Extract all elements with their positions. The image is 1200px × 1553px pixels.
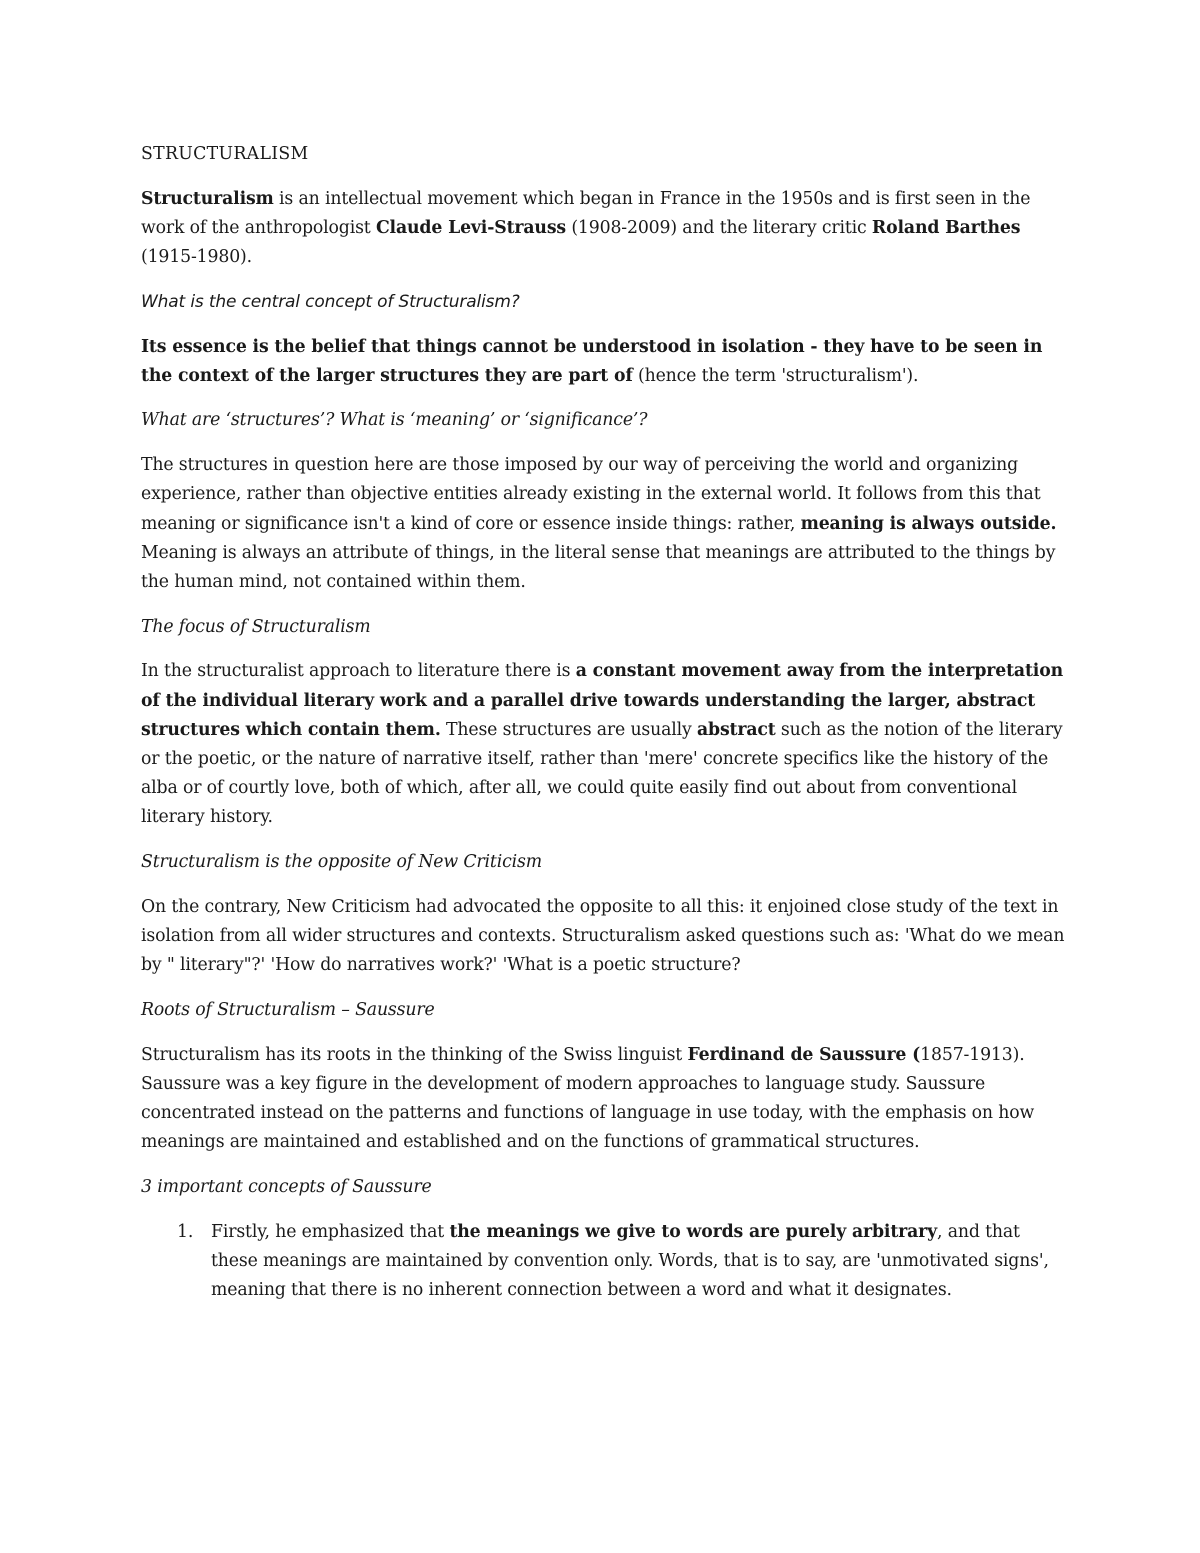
document-page (141, 140, 1066, 1305)
heading-new-criticism: Structuralism is the opposite of New Criticism (141, 852, 542, 873)
heading-focus: The focus of Structuralism (141, 616, 371, 637)
essence-paragraph: Its essence is the belief that things cannot be understood in isolation - they have to be seen in the context of the larger structures they are part of (hence the term 'structuralism'). (141, 336, 1043, 386)
name-levi-strauss: Claude Levi-Strauss (375, 217, 566, 238)
list-number: 1. (177, 1221, 194, 1242)
new-criticism-paragraph: On the contrary, New Criticism had advocated the opposite to all this: it enjoined close study of the text in isolation from all wider structures and contexts. Structuralism asked questions such as: 'What do we mean by " literary"?' 'How do narratives work?' 'What is a poetic structure? (141, 896, 1065, 976)
list-item: 1. Firstly, he emphasized that the meanings we give to words are purely arbitrary, and that these meanings are maintained by convention only. Words, that is to say, are 'unmotivated signs', meaning that there is no inherent connection between a word and what it designates. (141, 1218, 1066, 1306)
intro-paragraph: Structuralism is an intellectual movement which began in France in the 1950s and is first seen in the work of the anthropologist Claude Levi-Strauss (1908-2009) and the literary critic Roland Barthes (1915-1980). (141, 188, 1031, 268)
structures-paragraph: The structures in question here are those imposed by our way of perceiving the world and organizing experience, rather than objective entities already existing in the external world. It follows from this that meaning or significance isn't a kind of core or essence inside things: rather, meaning is always outside. Meaning is always an attribute of things, in the literal sense that meanings are attributed to the things by the human mind, not contained within them. (141, 455, 1057, 592)
heading-central-concept: What is the central concept of Structuralism? (141, 291, 520, 312)
saussure-paragraph: Structuralism has its roots in the thinking of the Swiss linguist Ferdinand de Saussure (1857-1913). Saussure was a key figure in the development of modern approaches to language study. Saussure concentrated instead on the patterns and functions of language in use today, with the emphasis on how meanings are maintained and established and on the functions of grammatical structures. (141, 1044, 1035, 1153)
heading-structures-meaning: What are ‘structures’? What is ‘meaning’ or ‘significance’? (141, 410, 648, 431)
name-saussure: Ferdinand de Saussure ( (687, 1044, 921, 1065)
heading-three-concepts: 3 important concepts of Saussure (141, 1176, 432, 1197)
term-structuralism: Structuralism (141, 188, 274, 209)
heading-roots-saussure: Roots of Structuralism – Saussure (141, 999, 435, 1020)
focus-paragraph: In the structuralist approach to literature there is a constant movement away from the interpretation of the individual literary work and a parallel drive towards understanding the larger, abstract structures which contain them. These structures are usually abstract such as the notion of the literary or the poetic, or the nature of narrative itself, rather than 'mere' concrete specifics like the history of the alba or of courtly love, both of which, after all, we could quite easily find out about from conventional literary history. (141, 661, 1063, 828)
document-title: STRUCTURALISM (141, 144, 309, 164)
name-barthes: Roland Barthes (871, 217, 1021, 238)
concepts-list (141, 1218, 1066, 1306)
